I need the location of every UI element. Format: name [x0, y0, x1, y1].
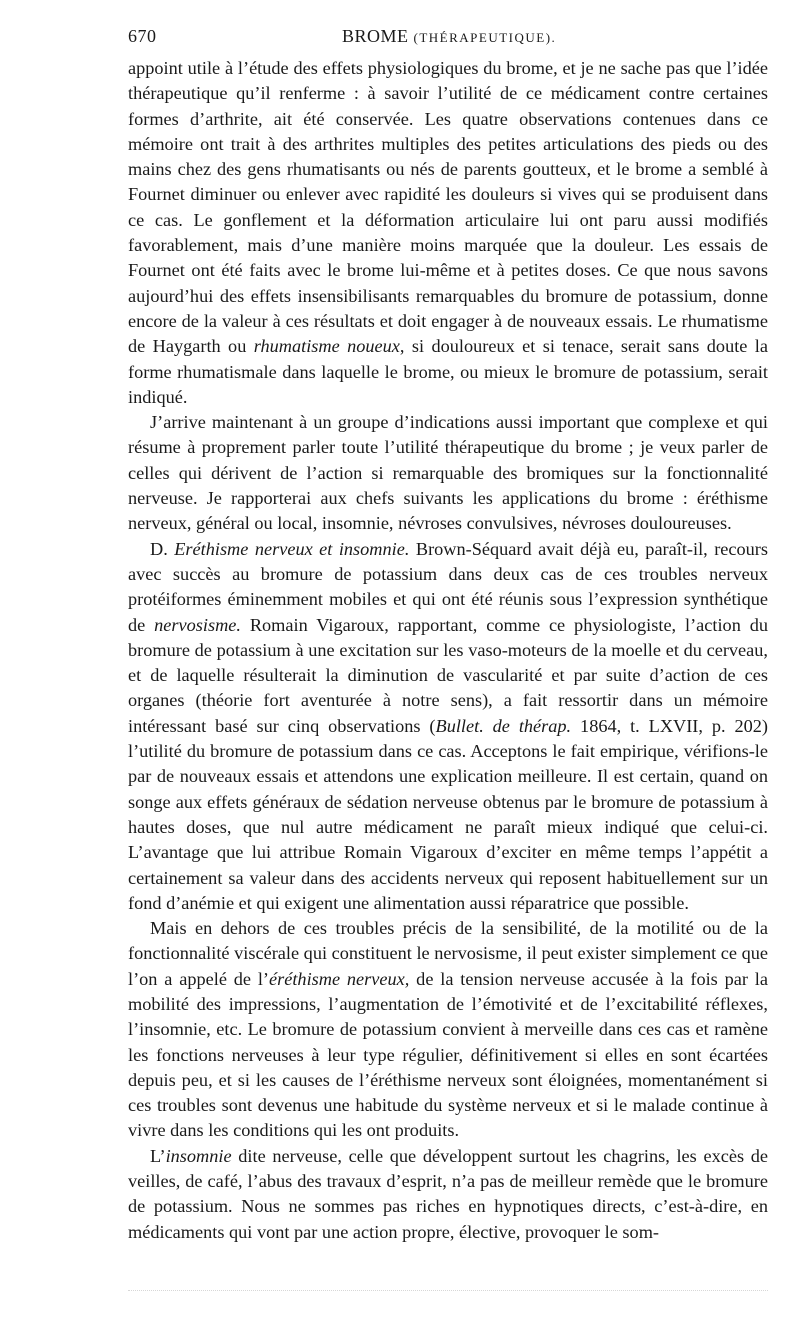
italic-text: nervosisme.: [154, 614, 241, 635]
running-title: [342, 26, 556, 47]
running-title-main: BROME: [342, 26, 409, 46]
italic-text: insomnie: [165, 1145, 232, 1166]
italic-text: Bullet. de thérap.: [435, 715, 572, 736]
text-run: J’arrive maintenant à un groupe d’indications aussi important que complexe et qui résume à proprement parler toute l’utilité thérapeutique du brome ; je veux parler de celles qui dérivent de l’action si remarquable des bromiques sur la fonctionnalité nerveuse. Je rapporterai aux chefs suivants les applications du brome : éréthisme nerveux, général ou local, insomnie, névroses convulsives, névroses douloureuses.: [128, 412, 768, 534]
italic-text: Eréthisme nerveux et insomnie.: [174, 538, 410, 559]
italic-text: rhumatisme noueux: [253, 336, 400, 357]
text-run: dite nerveuse, celle que développent surtout les chagrins, les excès de veilles, de café, l’abus des travaux d’esprit, n’a pas de meilleur remède que le bromure de potassium. Nous ne sommes pas riches en hypnotiques directs, c’est-à-dire, en médicaments qui vont par une action propre, élective, provoquer le som-: [128, 1145, 768, 1242]
text-run: Brown-Séquard avait déjà eu, paraît-il, recours avec succès au bromure de potassium dans deux cas de ces troubles nerveux protéiformes éminemment mobiles et qui ont été réunis sous l’expression synthétique de: [128, 538, 768, 635]
text-run: 1864, t. LXVII, p. 202) l’utilité du bromure de potassium dans ce cas. Acceptons le fait empirique, vérifions-le par de nouveaux essais et attendons une explication meilleure. Il est certain, quand on songe aux effets généraux de sédation nerveuse obtenus par le bromure de potassium à hautes doses, que nul autre médicament ne paraît mieux indiqué que celui-ci. L’avantage que lui attribue Romain Vigaroux d’exciter en même temps l’appétit a certainement sa valeur dans des accidents nerveux qui reposent habituellement sur un fond d’anémie et qui exigent une alimentation aussi réparatrice que possible.: [128, 715, 769, 913]
text-run: L’: [150, 1145, 166, 1166]
paragraph: [128, 537, 768, 916]
text-run: de la tension nerveuse accusée à la fois par la mobilité des impressions, l’augmentation de l’émotivité et de l’excitabilité réflexes, l’insomnie, etc. Le bromure de potassium convient à merveille dans ces cas et ramène les fonctions nerveuses à leur type régulier, définitivement si elles en sont écartées depuis peu, et si les causes de l’éréthisme nerveux sont éloignées, momentanément si ces troubles sont devenus une habitude du système nerveux et si le malade continue à vivre dans les conditions qui les ont produits.: [128, 968, 768, 1141]
body-text: [128, 56, 768, 1245]
text-run: D.: [150, 538, 175, 559]
paragraph: [128, 916, 768, 1144]
page-number: 670: [128, 26, 157, 46]
running-header: [128, 20, 768, 56]
text-run: Mais en dehors de ces troubles précis de la sensibilité, de la motilité ou de la fonctionnalité viscérale qui constituent le nervosisme, il peut exister simplement ce que l’on a appelé de l’: [128, 918, 768, 989]
page-footer-marks: [128, 1290, 768, 1301]
running-title-sub: (THÉRAPEUTIQUE).: [413, 30, 557, 45]
paragraph: [128, 410, 768, 536]
paragraph: [128, 1144, 768, 1245]
text-run: appoint utile à l’étude des effets physiologiques du brome, et je ne sache pas que l’idée thérapeutique qu’il renferme : à savoir l’utilité de ce médicament contre certaines formes d’arthrite, ait été conservée. Les quatre observations contenues dans ce mémoire ont trait à des arthrites multiples des petites articulations des pieds ou des mains chez des gens rhumatisants ou nés de parents goutteux, et le brome a semblé à Fournet diminuer ou enlever avec rapidité les douleurs si vives qui se produisent dans ce cas. Le gonflement et la déformation articulaire lui ont paru aussi modifiés favorablement, mais d’une manière moins marquée que la douleur. Les essais de Fournet ont été faits avec le brome lui-même et à petites doses. Ce que nous savons aujourd’hui des effets insensibilisants remarquables du bromure de potassium, donne encore de la valeur à ces résultats et doit engager à de nouveaux essais. Le rhumatisme de Haygarth ou: [128, 58, 768, 357]
book-page: [128, 20, 768, 1245]
paragraph: [128, 56, 768, 410]
text-run: Romain Vigaroux, rapportant, comme ce physiologiste, l’action du bromure de potassium à une excitation sur les vaso-moteurs de la moelle et du cerveau, et de laquelle résulterait la diminution de vascularité et par suite d’action de ces organes (théorie fort aventurée à notre sens), a fait ressortir dans un mémoire intéressant basé sur cinq observations (: [128, 614, 768, 736]
italic-text: éréthisme nerveux,: [269, 968, 410, 989]
text-run: , si douloureux et si tenace, serait sans doute la forme rhumatismale dans laquelle le brome, ou mieux le bromure de potassium, serait indiqué.: [128, 336, 768, 407]
